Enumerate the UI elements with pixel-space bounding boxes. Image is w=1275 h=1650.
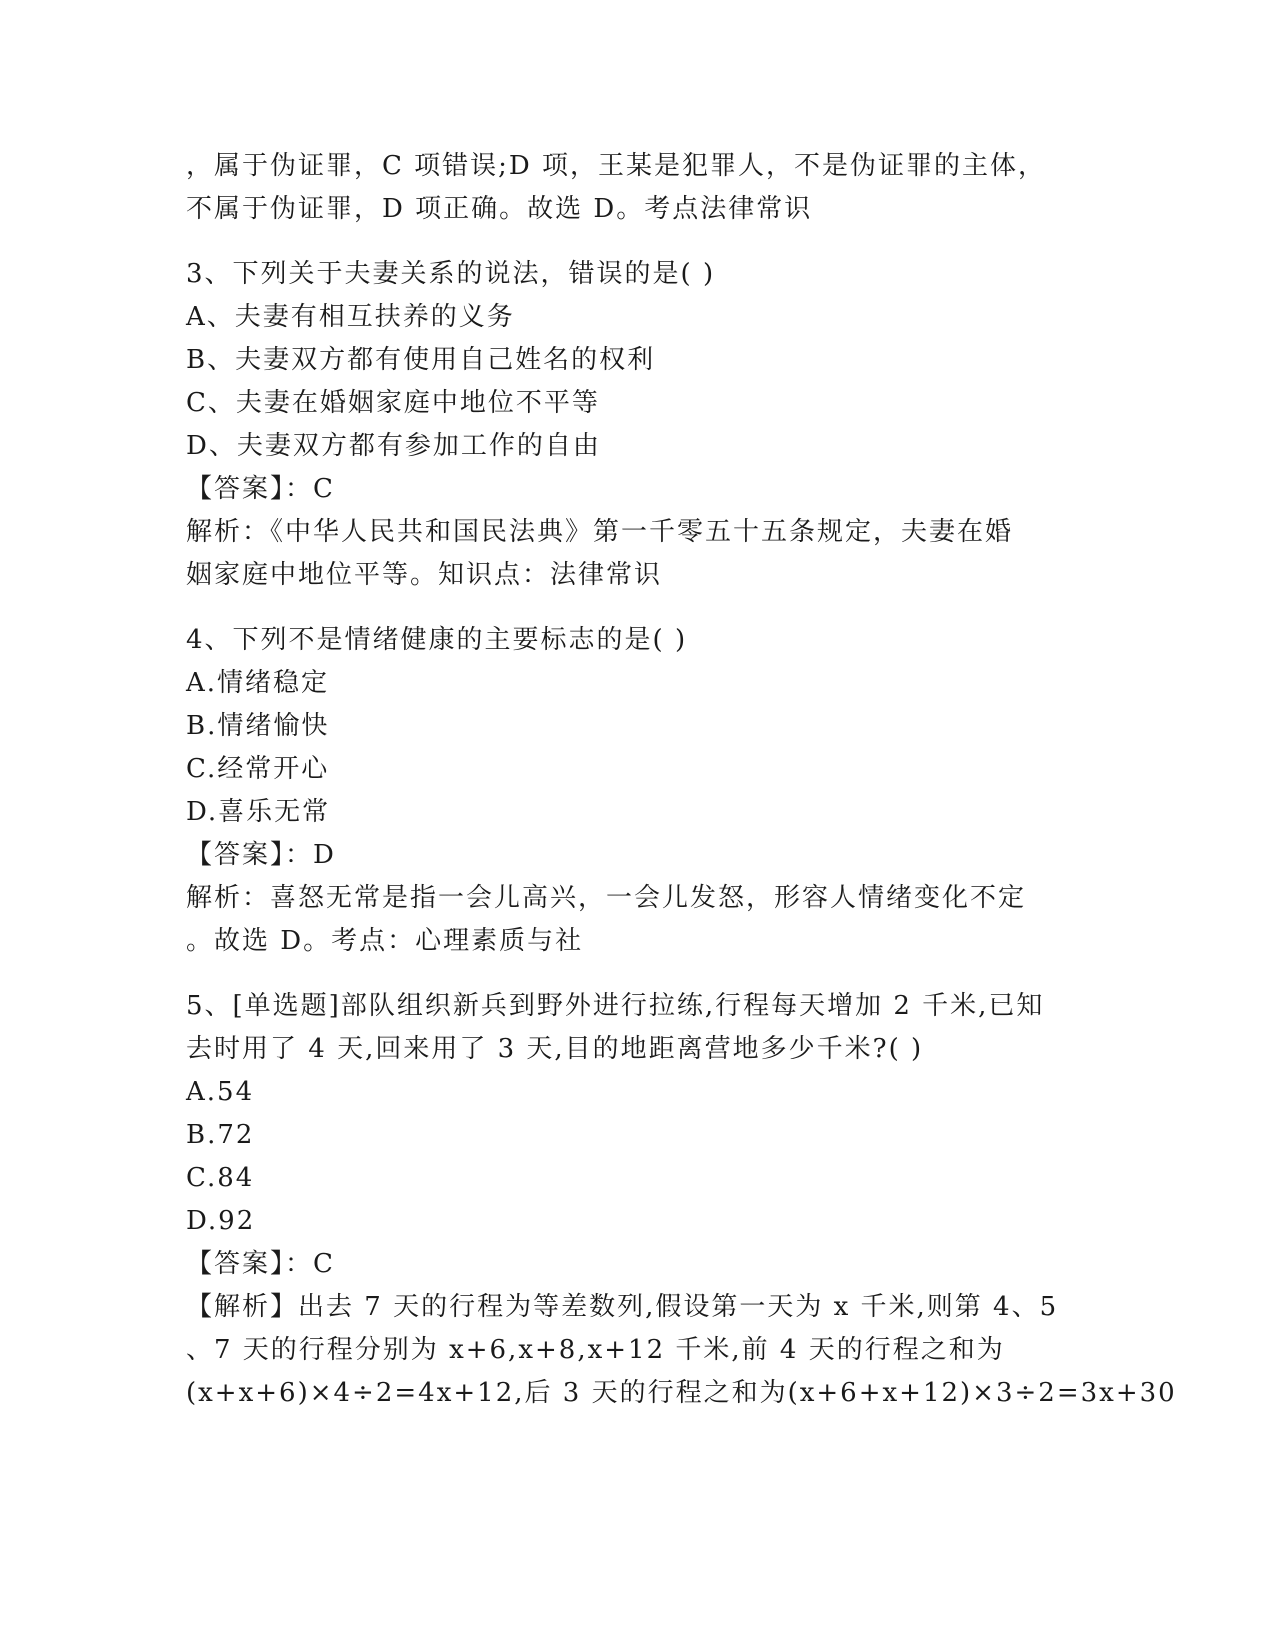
analysis-line: 解析：《中华人民共和国民法典》第一千零五十五条规定，夫妻在婚 [186, 517, 1014, 547]
option-c: C、夫妻在婚姻家庭中地位不平等 [186, 388, 600, 418]
option-b: B.72 [186, 1120, 255, 1150]
analysis-line: 。故选 D。考点：心理素质与社 [186, 926, 584, 956]
option-a: A.54 [186, 1077, 255, 1107]
question-stem: 3、下列关于夫妻关系的说法，错误的是( ) [186, 259, 716, 289]
question-3 [186, 253, 1086, 597]
analysis-line: 解析：喜怒无常是指一会儿高兴，一会儿发怒，形容人情绪变化不定 [186, 883, 1027, 913]
option-a: A.情绪稳定 [186, 668, 330, 698]
option-d: D.喜乐无常 [186, 797, 331, 827]
continuation-line: 不属于伪证罪，D 项正确。故选 D。考点法律常识 [186, 194, 813, 224]
analysis-line: (x+x+6)×4÷2=4x+12,后 3 天的行程之和为(x+6+x+12)×3÷2=3x+30 [186, 1378, 1177, 1408]
option-d: D、夫妻双方都有参加工作的自由 [186, 431, 601, 461]
question-4 [186, 619, 1086, 963]
option-b: B、夫妻双方都有使用自己姓名的权利 [186, 345, 656, 375]
option-b: B.情绪愉快 [186, 711, 330, 741]
option-c: C.84 [186, 1163, 255, 1193]
answer-line: 【答案】：C [186, 1249, 335, 1279]
document-page [186, 145, 1177, 1415]
continuation-line: ，属于伪证罪，C 项错误;D 项，王某是犯罪人，不是伪证罪的主体， [186, 151, 1047, 181]
option-a: A、夫妻有相互扶养的义务 [186, 302, 515, 332]
analysis-line: 、7 天的行程分别为 x+6,x+8,x+12 千米,前 4 天的行程之和为 [186, 1335, 1005, 1365]
analysis-line: 【解析】出去 7 天的行程为等差数列,假设第一天为 x 千米,则第 4、5 [186, 1292, 1059, 1322]
question-stem: 4、下列不是情绪健康的主要标志的是( ) [186, 625, 688, 655]
answer-line: 【答案】：C [186, 474, 335, 504]
question-stem: 去时用了 4 天,回来用了 3 天,目的地距离营地多少千米?( ) [186, 1034, 924, 1064]
analysis-line: 姻家庭中地位平等。知识点：法律常识 [186, 560, 663, 590]
option-c: C.经常开心 [186, 754, 330, 784]
question-stem: 5、[单选题]部队组织新兵到野外进行拉练,行程每天增加 2 千米,已知 [186, 991, 1045, 1021]
option-d: D.92 [186, 1206, 256, 1236]
question-5 [186, 985, 1177, 1415]
continuation-block [186, 145, 1086, 231]
answer-line: 【答案】：D [186, 840, 336, 870]
